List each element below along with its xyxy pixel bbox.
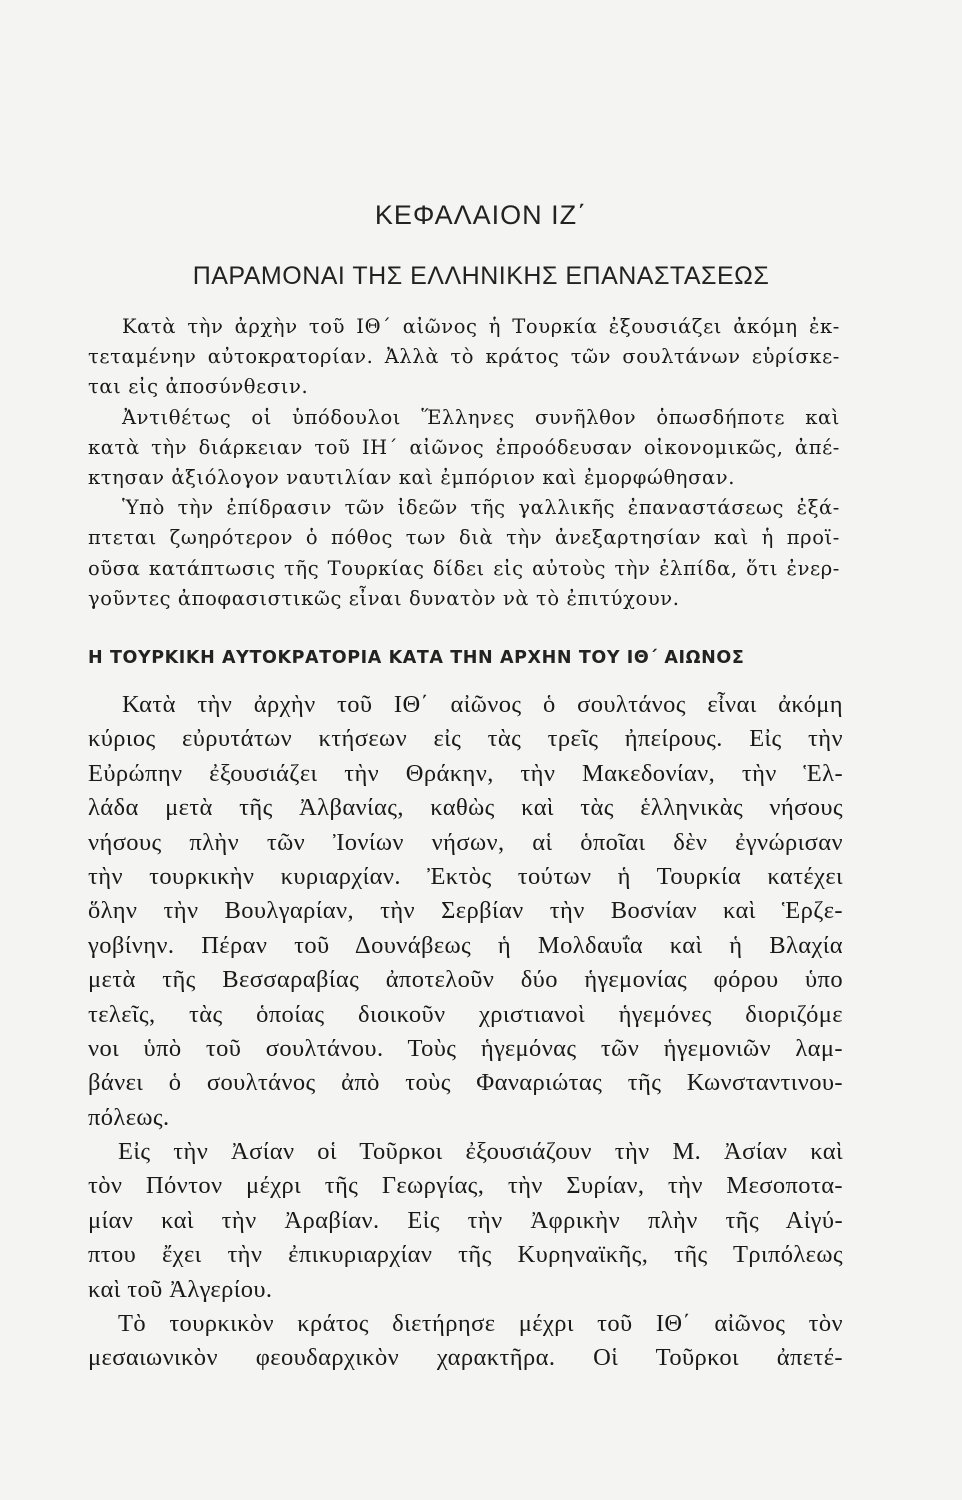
chapter-title: ΚΕΦΑΛΑΙΟΝ ΙΖ΄ (374, 200, 588, 230)
section-title: ΠΑΡΑΜΟΝΑΙ ΤΗΣ ΕΛΛΗΝΙΚΗΣ ΕΠΑΝΑΣΤΑΣΕΩΣ (192, 262, 770, 290)
text-line: λάδα μετὰ τῆς Ἀλβανίας, καθὼς καὶ τὰς ἑλληνικὰς νήσους (88, 794, 843, 822)
text-line: μετὰ τῆς Βεσσαραβίας ἀποτελοῦν δύο ἡγεμονίας φόρου ὑπο (88, 966, 843, 994)
text-line: Ἀντιθέτως οἱ ὑπόδουλοι Ἕλληνες συνῆλθον ὁπωσδήποτε καὶ (122, 405, 840, 429)
text-line: Εἰς τὴν Ἀσίαν οἱ Τοῦρκοι ἐξουσιάζουν τὴν Μ. Ἀσίαν καὶ (118, 1138, 843, 1166)
text-line: πόλεως. (88, 1103, 170, 1131)
text-line: Ὑπὸ τὴν ἐπίδρασιν τῶν ἰδεῶν τῆς γαλλικῆς ἐπαναστάσεως ἐξά- (122, 496, 840, 520)
text-line: οῦσα κατάπτωσις τῆς Τουρκίας δίδει εἰς αὐτοὺς τὴν ἐλπίδα, ὅτι ἐνερ- (88, 556, 840, 580)
text-line: βάνει ὁ σουλτάνος ἀπὸ τοὺς Φαναριώτας τῆς Κωνσταντινου- (88, 1069, 843, 1097)
text-line: πτου ἔχει τὴν ἐπικυριαρχίαν τῆς Κυρηναϊκῆς, τῆς Τριπόλεως (88, 1241, 843, 1269)
subsection-heading: Η ΤΟΥΡΚΙΚΗ ΑΥΤΟΚΡΑΤΟΡΙΑ ΚΑΤΑ ΤΗΝ ΑΡΧΗΝ ΤΟΥ ΙΘ΄ ΑΙΩΝΟΣ (88, 648, 745, 668)
text-line: γοῦντες ἀποφασιστικῶς εἶναι δυνατὸν νὰ τὸ ἐπιτύχουν. (88, 586, 680, 610)
text-line: μεσαιωνικὸν φεουδαρχικὸν χαρακτῆρα. Οἱ Τοῦρκοι ἀπετέ- (88, 1344, 843, 1372)
text-line: Κατὰ τὴν ἀρχὴν τοῦ ΙΘ΄ αἰῶνος ἡ Τουρκία ἐξουσιάζει ἀκόμη ἐκ- (122, 315, 840, 338)
text-line: Τὸ τουρκικὸν κράτος διετήρησε μέχρι τοῦ ΙΘ΄ αἰῶνος τὸν (118, 1310, 843, 1338)
text-line: κατὰ τὴν διάρκειαν τοῦ ΙΗ΄ αἰῶνος ἐπροόδευσαν οἰκονομικῶς, ἀπέ- (88, 435, 840, 459)
text-line: γοβίνην. Πέραν τοῦ Δουνάβεως ἡ Μολδαυΐα καὶ ἡ Βλαχία (88, 931, 843, 959)
text-line: νήσους πλὴν τῶν Ἰονίων νήσων, αἱ ὁποῖαι δὲν ἐγνώρισαν (88, 828, 843, 856)
text-line: ται εἰς ἀποσύνθεσιν. (88, 375, 309, 399)
text-line: πτεται ζωηρότερον ὁ πόθος των διὰ τὴν ἀνεξαρτησίαν καὶ ἡ προϊ- (88, 526, 840, 550)
intro-paragraphs (88, 312, 840, 614)
text-line: νοι ὑπὸ τοῦ σουλτάνου. Τοὺς ἡγεμόνας τῶν ἡγεμονιῶν λαμ- (88, 1034, 843, 1062)
text-line: καὶ τοῦ Ἀλγερίου. (88, 1275, 273, 1303)
text-line: τελεῖς, τὰς ὁποίας διοικοῦν χριστιανοὶ ἡγεμόνες διοριζόμε (88, 1000, 843, 1028)
text-line: κύριος εὐρυτάτων κτήσεων εἰς τὰς τρεῖς ἠπείρους. Εἰς τὴν (88, 725, 843, 753)
text-line: ὅλην τὴν Βουλγαρίαν, τὴν Σερβίαν τὴν Βοσνίαν καὶ Ἑρζε- (88, 897, 843, 925)
text-line: κτησαν ἀξιόλογον ναυτιλίαν καὶ ἐμπόριον καὶ ἐμορφώθησαν. (88, 465, 736, 489)
text-line: τὴν τουρκικὴν κυριαρχίαν. Ἐκτὸς τούτων ἡ Τουρκία κατέχει (88, 862, 843, 890)
text-line: Εὐρώπην ἐξουσιάζει τὴν Θράκην, τὴν Μακεδονίαν, τὴν Ἑλ- (88, 759, 843, 787)
text-line: τεταμένην αὐτοκρατορίαν. Ἀλλὰ τὸ κράτος τῶν σουλτάνων εὑρίσκε- (88, 345, 840, 369)
text-line: Κατὰ τὴν ἀρχὴν τοῦ ΙΘ΄ αἰῶνος ὁ σουλτάνος εἶναι ἀκόμη (122, 691, 843, 718)
body-paragraphs (88, 688, 843, 1376)
text-line: τὸν Πόντον μέχρι τῆς Γεωργίας, τὴν Συρίαν, τὴν Μεσοποτα- (88, 1172, 843, 1200)
text-line: μίαν καὶ τὴν Ἀραβίαν. Εἰς τὴν Ἀφρικὴν πλὴν τῆς Αἰγύ- (88, 1206, 843, 1234)
